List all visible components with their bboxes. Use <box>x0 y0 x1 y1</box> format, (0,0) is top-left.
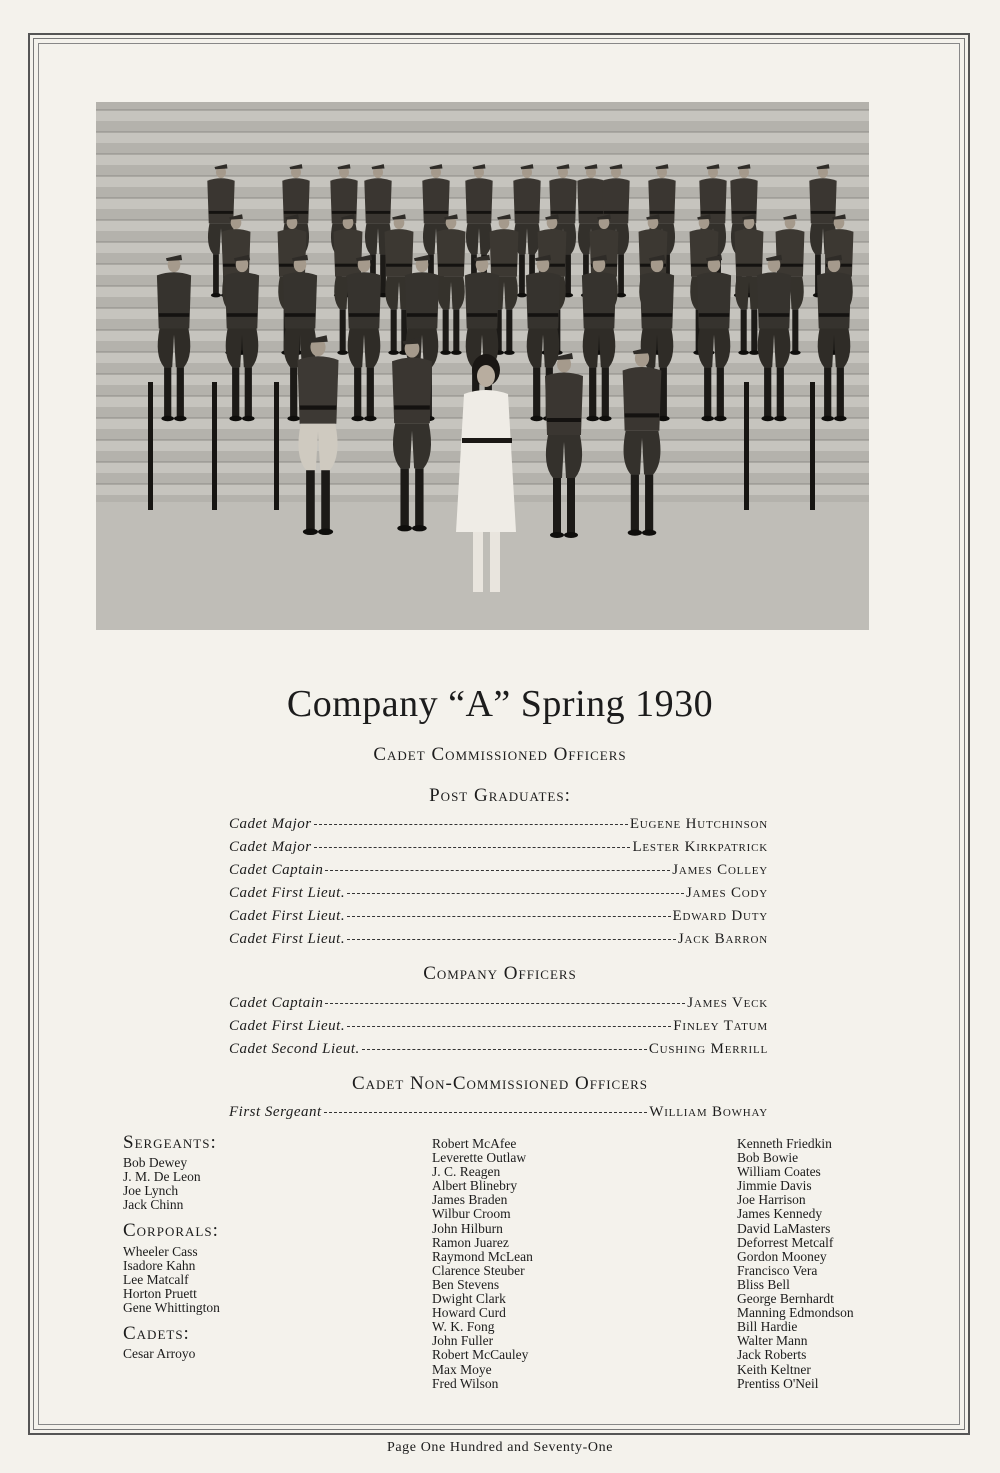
commissioned-officers-heading: Cadet Commissioned Officers <box>373 744 627 765</box>
officer-rank: Cadet Captain <box>229 862 324 878</box>
list-item: John Fuller <box>432 1333 494 1349</box>
leader-dots <box>314 847 631 848</box>
list-item: Leverette Outlaw <box>432 1150 527 1166</box>
sergeants-list <box>123 1156 220 1212</box>
list-item: Robert McCauley <box>432 1347 529 1363</box>
list-item: Raymond McLean <box>432 1248 533 1264</box>
list-item: Kenneth Friedkin <box>737 1136 832 1151</box>
leader-dots <box>347 1026 671 1027</box>
list-item: W. K. Fong <box>432 1319 495 1335</box>
officer-rank: Cadet First Lieut. <box>229 885 346 901</box>
officer-rank: Cadet Captain <box>229 995 324 1011</box>
list-item: Howard Curd <box>432 1305 506 1321</box>
list-item: Bliss Bell <box>737 1276 790 1292</box>
officer-name: James Cody <box>686 885 768 901</box>
leader-dots <box>347 893 684 894</box>
roster-column-2 <box>432 1137 533 1391</box>
leader-dots <box>325 1003 685 1004</box>
list-item: Lee Matcalf <box>123 1271 189 1287</box>
leader-dots <box>347 939 676 940</box>
leader-dots <box>347 916 670 917</box>
post-graduate-row <box>229 908 768 930</box>
list-item: James Kennedy <box>737 1206 823 1222</box>
list-item: Jimmie Davis <box>737 1178 812 1194</box>
company-officers-heading: Company Officers <box>423 963 577 984</box>
list-item: Bob Bowie <box>737 1150 799 1166</box>
list-item: J. M. De Leon <box>123 1169 201 1185</box>
list-item: Clarence Steuber <box>432 1262 525 1278</box>
list-item: Keith Keltner <box>737 1361 811 1377</box>
list-item: Cesar Arroyo <box>123 1346 196 1362</box>
list-item: John Hilburn <box>432 1220 503 1236</box>
list-item: Joe Lynch <box>123 1183 179 1199</box>
officer-name: Eugene Hutchinson <box>629 816 768 832</box>
list-item: Jack Chinn <box>123 1197 184 1213</box>
post-graduate-row <box>229 931 768 953</box>
corporals-heading: Corporals: <box>123 1220 219 1242</box>
list-item: Wilbur Croom <box>432 1206 511 1222</box>
cadets-list-column-2 <box>432 1137 533 1391</box>
post-graduates-heading: Post Graduates: <box>429 785 571 806</box>
post-graduate-row <box>229 885 768 907</box>
officer-rank: Cadet First Lieut. <box>229 1018 346 1034</box>
list-item: Manning Edmondson <box>737 1305 854 1321</box>
officer-name: Jack Barron <box>677 931 768 947</box>
list-item: Dwight Clark <box>432 1291 506 1307</box>
list-item: William Coates <box>737 1164 821 1180</box>
company-officer-row <box>229 1018 768 1040</box>
leader-dots <box>325 870 670 871</box>
list-item: Albert Blinebry <box>432 1178 518 1194</box>
officer-name: William Bowhay <box>649 1104 768 1120</box>
list-item: Walter Mann <box>737 1333 808 1349</box>
officer-rank: Cadet Major <box>229 839 312 855</box>
list-item: Jack Roberts <box>737 1347 807 1363</box>
list-item: Max Moye <box>432 1361 492 1377</box>
officer-name: James Veck <box>687 995 768 1011</box>
list-item: Horton Pruett <box>123 1285 197 1301</box>
sergeants-heading: Sergeants: <box>123 1132 217 1153</box>
corporals-list <box>123 1245 220 1315</box>
post-graduate-row <box>229 862 768 884</box>
leader-dots <box>314 824 628 825</box>
officer-rank: Cadet Second Lieut. <box>229 1041 360 1057</box>
officer-name: James Colley <box>672 862 768 878</box>
noncommissioned-officer-row <box>229 1104 768 1126</box>
list-item: Joe Harrison <box>737 1192 806 1208</box>
cadets-list-column-1 <box>123 1347 220 1361</box>
list-item: George Bernhardt <box>737 1291 834 1307</box>
list-item: David LaMasters <box>737 1220 831 1236</box>
company-officer-row <box>229 995 768 1017</box>
company-officer-row <box>229 1041 768 1063</box>
list-item: Deforrest Metcalf <box>737 1234 834 1250</box>
list-item: Prentiss O'Neil <box>737 1375 819 1391</box>
officer-rank: Cadet Major <box>229 816 312 832</box>
officer-rank: Cadet First Lieut. <box>229 931 346 947</box>
officer-name: Lester Kirkpatrick <box>632 839 768 855</box>
officer-name: Finley Tatum <box>673 1018 768 1034</box>
cadets-list-column-3 <box>737 1137 854 1391</box>
company-group-photo <box>96 102 869 630</box>
list-item: James Braden <box>432 1192 508 1208</box>
list-item: Bob Dewey <box>123 1155 188 1171</box>
officer-rank: Cadet First Lieut. <box>229 908 346 924</box>
list-item: Isadore Kahn <box>123 1257 196 1273</box>
roster-column-3 <box>737 1137 854 1391</box>
cadets-heading: Cadets: <box>123 1323 190 1345</box>
list-item: Ramon Juarez <box>432 1234 509 1250</box>
noncommissioned-officers-heading: Cadet Non-Commissioned Officers <box>351 1073 649 1094</box>
list-item: Bill Hardie <box>737 1319 798 1335</box>
list-item: Robert McAfee <box>432 1136 517 1151</box>
leader-dots <box>362 1049 647 1050</box>
roster-column-1 <box>123 1132 220 1362</box>
list-item: Gordon Mooney <box>737 1248 827 1264</box>
list-item: Francisco Vera <box>737 1262 818 1278</box>
officer-name: Cushing Merrill <box>648 1041 768 1057</box>
leader-dots <box>324 1112 648 1113</box>
officer-name: Edward Duty <box>672 908 768 924</box>
page-title: Company “A” Spring 1930 <box>286 683 714 725</box>
list-item: Ben Stevens <box>432 1276 500 1292</box>
officer-rank: First Sergeant <box>229 1104 322 1120</box>
post-graduate-row <box>229 839 768 861</box>
list-item: Gene Whittington <box>123 1299 220 1315</box>
list-item: Fred Wilson <box>432 1375 499 1391</box>
list-item: J. C. Reagen <box>432 1164 501 1180</box>
post-graduate-row <box>229 816 768 838</box>
page-number-footer: Page One Hundred and Seventy-One <box>386 1440 614 1455</box>
list-item: Wheeler Cass <box>123 1243 198 1259</box>
